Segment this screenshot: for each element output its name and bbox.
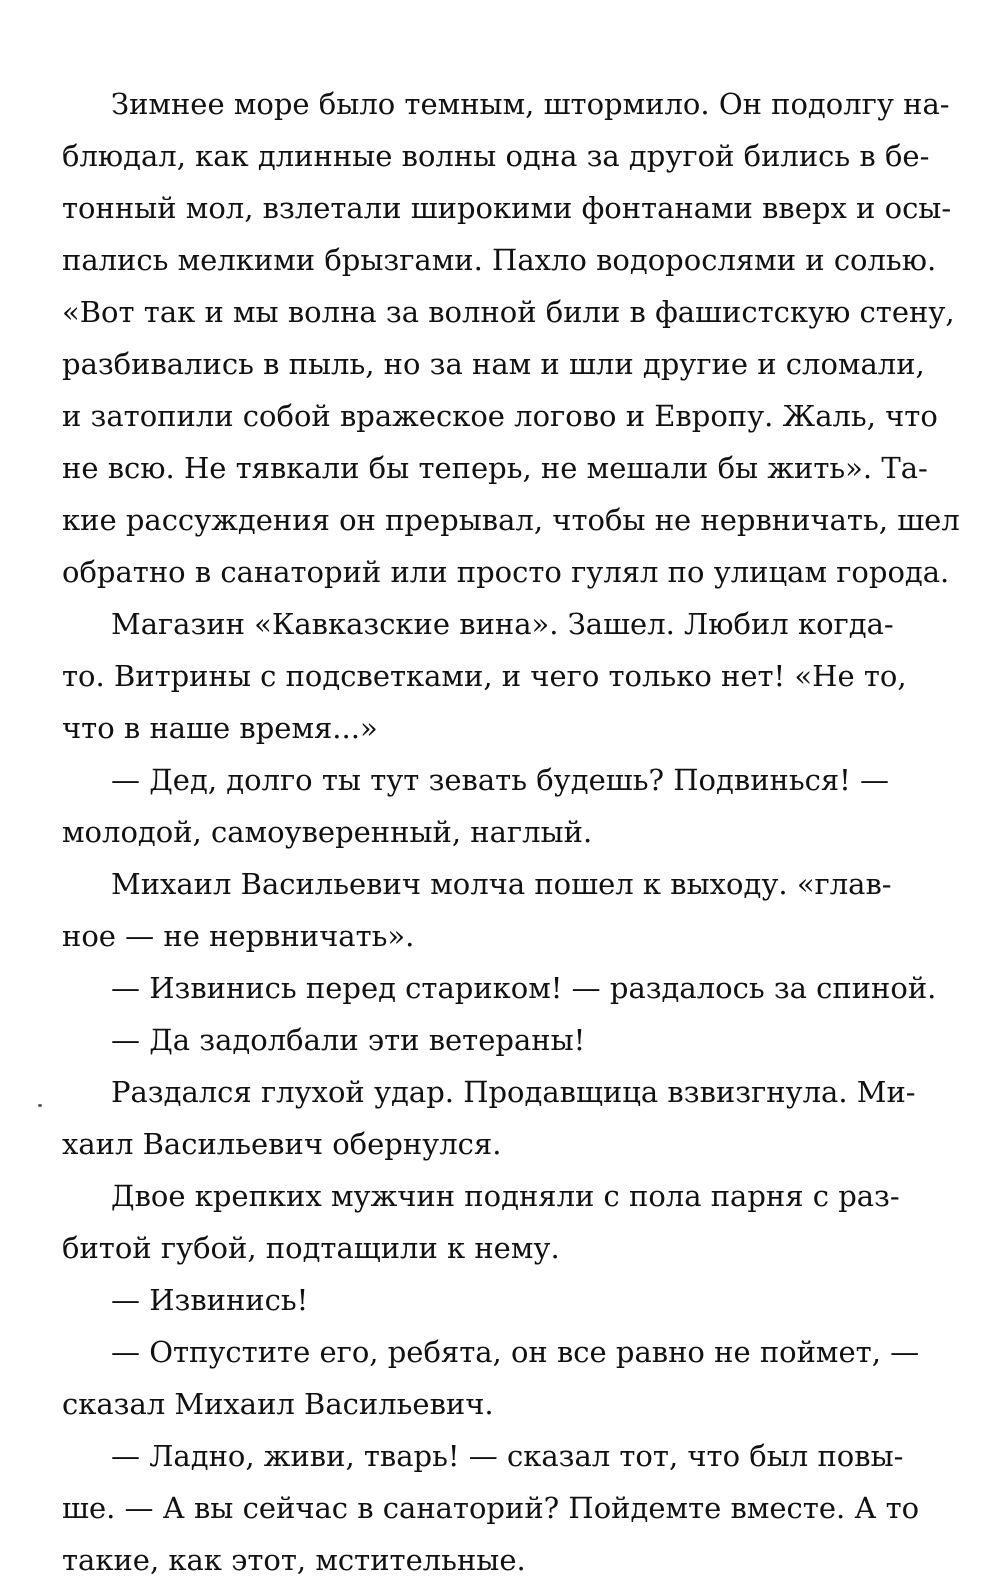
text-line: не всю. Не тявкали бы теперь, не мешали бы жить». Та-: [62, 451, 928, 485]
text-line: — Извинись!: [111, 1283, 309, 1317]
text-line: «Вот так и мы волна за волной били в фашистскую стену,: [62, 295, 955, 329]
text-line: битой губой, подтащили к нему.: [62, 1231, 560, 1265]
text-line: — Ладно, живи, тварь! — сказал тот, что был повы-: [111, 1439, 904, 1473]
text-line: пались мелкими брызгами. Пахло водорослями и солью.: [62, 243, 937, 277]
text-line: обратно в санаторий или просто гулял по улицам города.: [62, 555, 950, 589]
text-line: хаил Васильевич обернулся.: [62, 1127, 502, 1161]
text-line: ше. — А вы сейчас в санаторий? Пойдемте вместе. А то: [62, 1491, 920, 1525]
text-line: ное — не нервничать».: [62, 919, 415, 953]
text-line: — Да задолбали эти ветераны!: [111, 1023, 586, 1057]
scan-speck: [38, 1104, 42, 1107]
text-line: разбивались в пыль, но за нам и шли другие и сломали,: [62, 347, 925, 381]
text-line: Двое крепких мужчин подняли с пола парня с раз-: [111, 1179, 900, 1213]
text-line: кие рассуждения он прерывал, чтобы не нервничать, шел: [62, 503, 960, 537]
text-line: и затопили собой вражеское логово и Европу. Жаль, что: [62, 399, 938, 433]
text-line: такие, как этот, мстительные.: [62, 1543, 526, 1577]
text-line: то. Витрины с подсветками, и чего только нет! «Не то,: [62, 659, 907, 693]
text-line: Зимнее море было темным, штормило. Он подолгу на-: [111, 87, 950, 121]
text-line: Магазин «Кавказские вина». Зашел. Любил когда-: [111, 607, 894, 641]
text-line: молодой, самоуверенный, наглый.: [62, 815, 593, 849]
text-line: что в наше время...»: [62, 711, 378, 745]
text-line: — Дед, долго ты тут зевать будешь? Подвинься! —: [111, 763, 890, 797]
text-line: Раздался глухой удар. Продавщица взвизгнула. Ми-: [111, 1075, 916, 1109]
text-line: — Отпустите его, ребята, он все равно не поймет, —: [111, 1335, 920, 1369]
text-line: тонный мол, взлетали широкими фонтанами вверх и осы-: [62, 191, 952, 225]
text-line: сказал Михаил Васильевич.: [62, 1387, 494, 1421]
text-line: блюдал, как длинные волны одна за другой бились в бе-: [62, 139, 930, 173]
text-line: Михаил Васильевич молча пошел к выходу. «глав-: [111, 867, 892, 901]
text-line: — Извинись перед стариком! — раздалось за спиной.: [111, 971, 937, 1005]
